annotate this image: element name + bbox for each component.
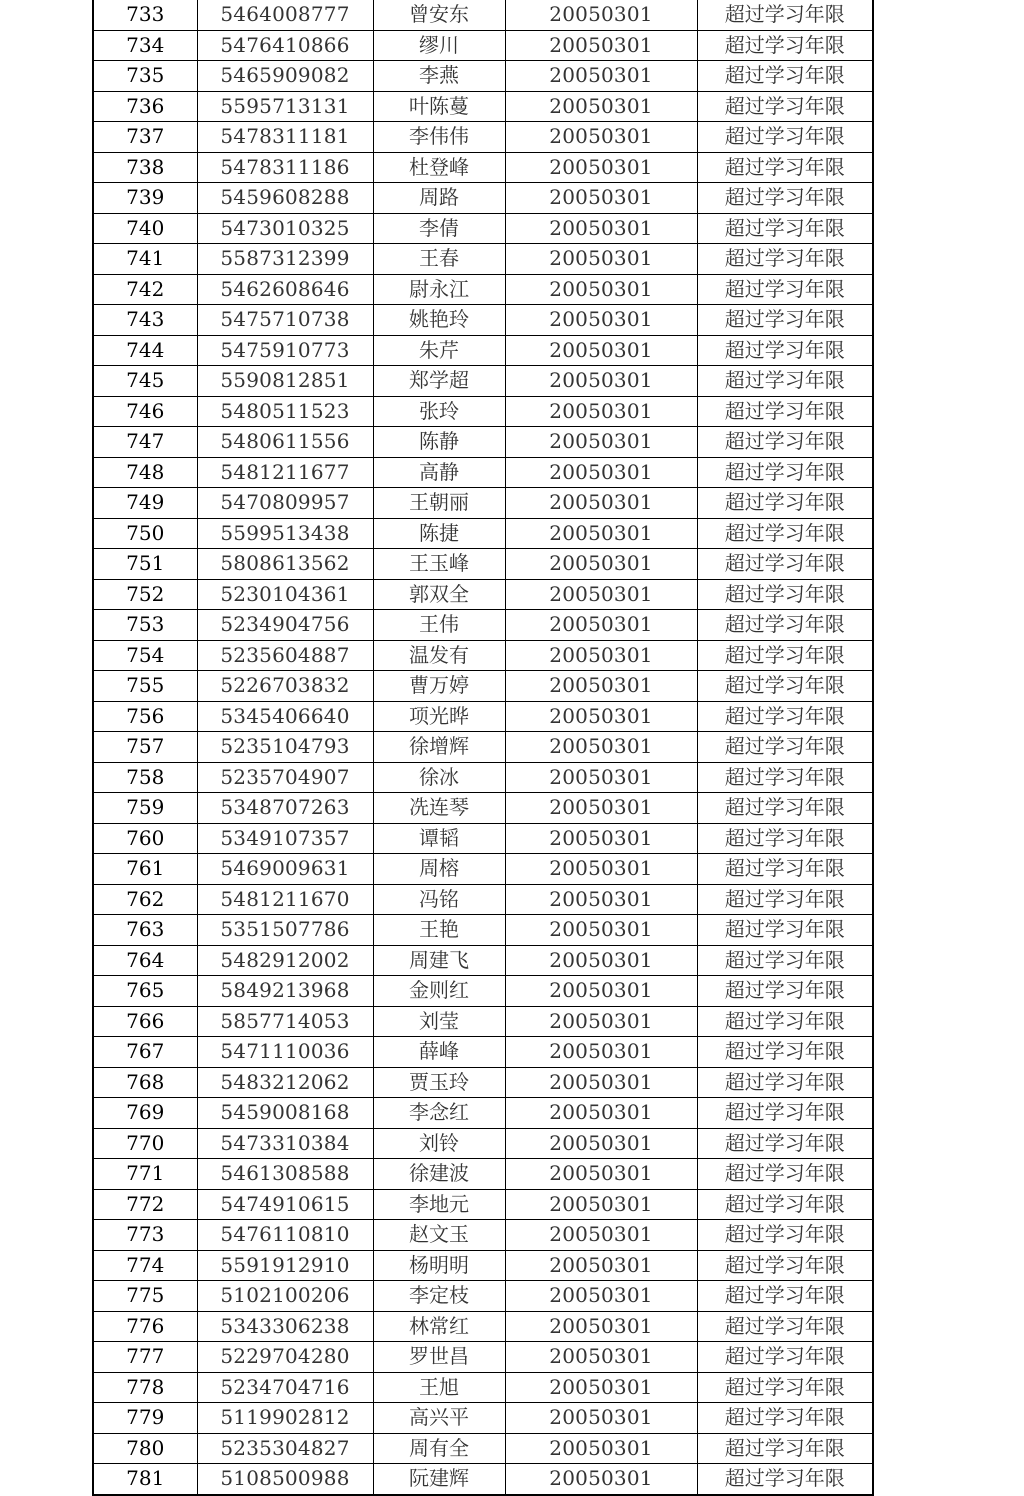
student-name-cell: 刘莹	[373, 1006, 505, 1037]
row-number-cell: 749	[93, 488, 197, 519]
student-id-cell: 5473310384	[197, 1128, 373, 1159]
reason-cell: 超过学习年限	[697, 701, 873, 732]
student-id-cell: 5471110036	[197, 1037, 373, 1068]
date-cell: 20050301	[505, 274, 697, 305]
row-number-cell: 741	[93, 244, 197, 275]
records-table-body	[93, 0, 873, 1495]
table-row	[93, 671, 873, 702]
row-number-cell: 760	[93, 823, 197, 854]
student-id-cell: 5343306238	[197, 1311, 373, 1342]
reason-cell: 超过学习年限	[697, 915, 873, 946]
reason-cell: 超过学习年限	[697, 427, 873, 458]
table-row	[93, 488, 873, 519]
student-id-cell: 5351507786	[197, 915, 373, 946]
reason-cell: 超过学习年限	[697, 579, 873, 610]
row-number-cell: 748	[93, 457, 197, 488]
student-id-cell: 5849213968	[197, 976, 373, 1007]
student-name-cell: 王艳	[373, 915, 505, 946]
date-cell: 20050301	[505, 610, 697, 641]
reason-cell: 超过学习年限	[697, 1403, 873, 1434]
table-row	[93, 1372, 873, 1403]
table-row	[93, 1006, 873, 1037]
reason-cell: 超过学习年限	[697, 1067, 873, 1098]
table-row	[93, 122, 873, 153]
reason-cell: 超过学习年限	[697, 213, 873, 244]
student-name-cell: 周有全	[373, 1433, 505, 1464]
row-number-cell: 759	[93, 793, 197, 824]
student-name-cell: 王玉峰	[373, 549, 505, 580]
student-name-cell: 赵文玉	[373, 1220, 505, 1251]
reason-cell: 超过学习年限	[697, 945, 873, 976]
table-row	[93, 945, 873, 976]
date-cell: 20050301	[505, 976, 697, 1007]
date-cell: 20050301	[505, 823, 697, 854]
student-name-cell: 陈捷	[373, 518, 505, 549]
date-cell: 20050301	[505, 549, 697, 580]
student-id-cell: 5119902812	[197, 1403, 373, 1434]
table-row	[93, 30, 873, 61]
date-cell: 20050301	[505, 122, 697, 153]
row-number-cell: 767	[93, 1037, 197, 1068]
row-number-cell: 779	[93, 1403, 197, 1434]
student-name-cell: 温发有	[373, 640, 505, 671]
date-cell: 20050301	[505, 793, 697, 824]
student-id-cell: 5481211670	[197, 884, 373, 915]
date-cell: 20050301	[505, 1464, 697, 1495]
student-name-cell: 王朝丽	[373, 488, 505, 519]
student-id-cell: 5480511523	[197, 396, 373, 427]
row-number-cell: 778	[93, 1372, 197, 1403]
student-name-cell: 陈静	[373, 427, 505, 458]
row-number-cell: 757	[93, 732, 197, 763]
row-number-cell: 765	[93, 976, 197, 1007]
date-cell: 20050301	[505, 1220, 697, 1251]
date-cell: 20050301	[505, 1128, 697, 1159]
row-number-cell: 756	[93, 701, 197, 732]
student-id-cell: 5235104793	[197, 732, 373, 763]
reason-cell: 超过学习年限	[697, 305, 873, 336]
table-row	[93, 1311, 873, 1342]
student-id-cell: 5234704716	[197, 1372, 373, 1403]
date-cell: 20050301	[505, 915, 697, 946]
student-id-cell: 5234904756	[197, 610, 373, 641]
reason-cell: 超过学习年限	[697, 457, 873, 488]
table-row	[93, 1159, 873, 1190]
row-number-cell: 755	[93, 671, 197, 702]
student-id-cell: 5591912910	[197, 1250, 373, 1281]
reason-cell: 超过学习年限	[697, 1098, 873, 1129]
student-name-cell: 李燕	[373, 61, 505, 92]
student-id-cell: 5480611556	[197, 427, 373, 458]
date-cell: 20050301	[505, 1342, 697, 1373]
student-name-cell: 冼连琴	[373, 793, 505, 824]
student-id-cell: 5349107357	[197, 823, 373, 854]
table-row	[93, 610, 873, 641]
student-id-cell: 5235704907	[197, 762, 373, 793]
table-row	[93, 61, 873, 92]
reason-cell: 超过学习年限	[697, 91, 873, 122]
student-name-cell: 杜登峰	[373, 152, 505, 183]
table-row	[93, 732, 873, 763]
student-name-cell: 尉永江	[373, 274, 505, 305]
date-cell: 20050301	[505, 61, 697, 92]
table-row	[93, 305, 873, 336]
table-row	[93, 976, 873, 1007]
date-cell: 20050301	[505, 762, 697, 793]
student-id-cell: 5587312399	[197, 244, 373, 275]
date-cell: 20050301	[505, 671, 697, 702]
row-number-cell: 780	[93, 1433, 197, 1464]
row-number-cell: 775	[93, 1281, 197, 1312]
student-name-cell: 李地元	[373, 1189, 505, 1220]
row-number-cell: 772	[93, 1189, 197, 1220]
reason-cell: 超过学习年限	[697, 1464, 873, 1495]
row-number-cell: 774	[93, 1250, 197, 1281]
reason-cell: 超过学习年限	[697, 152, 873, 183]
row-number-cell: 764	[93, 945, 197, 976]
date-cell: 20050301	[505, 732, 697, 763]
table-row	[93, 213, 873, 244]
student-id-cell: 5348707263	[197, 793, 373, 824]
date-cell: 20050301	[505, 1372, 697, 1403]
reason-cell: 超过学习年限	[697, 1311, 873, 1342]
row-number-cell: 766	[93, 1006, 197, 1037]
table-row	[93, 1464, 873, 1495]
student-name-cell: 李念红	[373, 1098, 505, 1129]
date-cell: 20050301	[505, 213, 697, 244]
student-id-cell: 5459008168	[197, 1098, 373, 1129]
row-number-cell: 750	[93, 518, 197, 549]
row-number-cell: 744	[93, 335, 197, 366]
student-id-cell: 5481211677	[197, 457, 373, 488]
reason-cell: 超过学习年限	[697, 1372, 873, 1403]
reason-cell: 超过学习年限	[697, 61, 873, 92]
table-row	[93, 823, 873, 854]
table-row	[93, 1189, 873, 1220]
student-id-cell: 5108500988	[197, 1464, 373, 1495]
student-id-cell: 5483212062	[197, 1067, 373, 1098]
student-name-cell: 曹万婷	[373, 671, 505, 702]
reason-cell: 超过学习年限	[697, 183, 873, 214]
student-id-cell: 5102100206	[197, 1281, 373, 1312]
date-cell: 20050301	[505, 244, 697, 275]
student-id-cell: 5595713131	[197, 91, 373, 122]
student-name-cell: 项光晔	[373, 701, 505, 732]
date-cell: 20050301	[505, 457, 697, 488]
date-cell: 20050301	[505, 366, 697, 397]
table-row	[93, 549, 873, 580]
student-name-cell: 刘铃	[373, 1128, 505, 1159]
date-cell: 20050301	[505, 1159, 697, 1190]
table-row	[93, 396, 873, 427]
row-number-cell: 742	[93, 274, 197, 305]
table-row	[93, 1067, 873, 1098]
reason-cell: 超过学习年限	[697, 1342, 873, 1373]
student-id-cell: 5465909082	[197, 61, 373, 92]
student-name-cell: 徐增辉	[373, 732, 505, 763]
row-number-cell: 737	[93, 122, 197, 153]
date-cell: 20050301	[505, 701, 697, 732]
student-name-cell: 朱芹	[373, 335, 505, 366]
row-number-cell: 781	[93, 1464, 197, 1495]
table-row	[93, 854, 873, 885]
reason-cell: 超过学习年限	[697, 762, 873, 793]
student-id-cell: 5475910773	[197, 335, 373, 366]
date-cell: 20050301	[505, 640, 697, 671]
row-number-cell: 771	[93, 1159, 197, 1190]
student-id-cell: 5469009631	[197, 854, 373, 885]
table-row	[93, 244, 873, 275]
row-number-cell: 746	[93, 396, 197, 427]
student-id-cell: 5235304827	[197, 1433, 373, 1464]
student-name-cell: 李伟伟	[373, 122, 505, 153]
table-row	[93, 274, 873, 305]
student-id-cell: 5470809957	[197, 488, 373, 519]
row-number-cell: 733	[93, 0, 197, 30]
student-name-cell: 林常红	[373, 1311, 505, 1342]
student-id-cell: 5599513438	[197, 518, 373, 549]
row-number-cell: 739	[93, 183, 197, 214]
table-row	[93, 335, 873, 366]
row-number-cell: 761	[93, 854, 197, 885]
student-name-cell: 杨明明	[373, 1250, 505, 1281]
student-name-cell: 高兴平	[373, 1403, 505, 1434]
date-cell: 20050301	[505, 183, 697, 214]
student-name-cell: 郭双全	[373, 579, 505, 610]
reason-cell: 超过学习年限	[697, 0, 873, 30]
reason-cell: 超过学习年限	[697, 610, 873, 641]
date-cell: 20050301	[505, 1311, 697, 1342]
table-row	[93, 1098, 873, 1129]
student-id-cell: 5476110810	[197, 1220, 373, 1251]
student-name-cell: 徐建波	[373, 1159, 505, 1190]
student-id-cell: 5482912002	[197, 945, 373, 976]
student-name-cell: 高静	[373, 457, 505, 488]
reason-cell: 超过学习年限	[697, 1220, 873, 1251]
table-row	[93, 366, 873, 397]
reason-cell: 超过学习年限	[697, 366, 873, 397]
student-name-cell: 薛峰	[373, 1037, 505, 1068]
reason-cell: 超过学习年限	[697, 854, 873, 885]
student-id-cell: 5475710738	[197, 305, 373, 336]
row-number-cell: 747	[93, 427, 197, 458]
student-name-cell: 缪川	[373, 30, 505, 61]
row-number-cell: 753	[93, 610, 197, 641]
row-number-cell: 738	[93, 152, 197, 183]
student-name-cell: 王旭	[373, 1372, 505, 1403]
student-id-cell: 5459608288	[197, 183, 373, 214]
student-name-cell: 王春	[373, 244, 505, 275]
date-cell: 20050301	[505, 305, 697, 336]
date-cell: 20050301	[505, 396, 697, 427]
table-row	[93, 701, 873, 732]
student-id-cell: 5462608646	[197, 274, 373, 305]
reason-cell: 超过学习年限	[697, 1159, 873, 1190]
row-number-cell: 773	[93, 1220, 197, 1251]
date-cell: 20050301	[505, 945, 697, 976]
reason-cell: 超过学习年限	[697, 335, 873, 366]
table-row	[93, 457, 873, 488]
student-name-cell: 周榕	[373, 854, 505, 885]
student-id-cell: 5474910615	[197, 1189, 373, 1220]
row-number-cell: 768	[93, 1067, 197, 1098]
student-id-cell: 5808613562	[197, 549, 373, 580]
reason-cell: 超过学习年限	[697, 122, 873, 153]
date-cell: 20050301	[505, 1006, 697, 1037]
student-name-cell: 周建飞	[373, 945, 505, 976]
table-row	[93, 793, 873, 824]
student-id-cell: 5235604887	[197, 640, 373, 671]
table-row	[93, 1220, 873, 1251]
student-name-cell: 冯铭	[373, 884, 505, 915]
date-cell: 20050301	[505, 152, 697, 183]
row-number-cell: 770	[93, 1128, 197, 1159]
row-number-cell: 752	[93, 579, 197, 610]
row-number-cell: 734	[93, 30, 197, 61]
date-cell: 20050301	[505, 854, 697, 885]
date-cell: 20050301	[505, 1098, 697, 1129]
date-cell: 20050301	[505, 91, 697, 122]
date-cell: 20050301	[505, 1250, 697, 1281]
student-name-cell: 王伟	[373, 610, 505, 641]
reason-cell: 超过学习年限	[697, 884, 873, 915]
reason-cell: 超过学习年限	[697, 518, 873, 549]
table-row	[93, 183, 873, 214]
date-cell: 20050301	[505, 0, 697, 30]
student-id-cell: 5590812851	[197, 366, 373, 397]
student-id-cell: 5478311181	[197, 122, 373, 153]
row-number-cell: 762	[93, 884, 197, 915]
date-cell: 20050301	[505, 1403, 697, 1434]
reason-cell: 超过学习年限	[697, 1250, 873, 1281]
reason-cell: 超过学习年限	[697, 640, 873, 671]
student-name-cell: 李倩	[373, 213, 505, 244]
row-number-cell: 745	[93, 366, 197, 397]
student-id-cell: 5226703832	[197, 671, 373, 702]
date-cell: 20050301	[505, 30, 697, 61]
records-table	[92, 0, 874, 1496]
student-id-cell: 5229704280	[197, 1342, 373, 1373]
reason-cell: 超过学习年限	[697, 1281, 873, 1312]
student-id-cell: 5473010325	[197, 213, 373, 244]
table-row	[93, 762, 873, 793]
reason-cell: 超过学习年限	[697, 396, 873, 427]
table-row	[93, 152, 873, 183]
table-row	[93, 640, 873, 671]
reason-cell: 超过学习年限	[697, 823, 873, 854]
reason-cell: 超过学习年限	[697, 671, 873, 702]
table-row	[93, 1037, 873, 1068]
table-row	[93, 884, 873, 915]
table-row	[93, 1433, 873, 1464]
student-id-cell: 5857714053	[197, 1006, 373, 1037]
reason-cell: 超过学习年限	[697, 1128, 873, 1159]
reason-cell: 超过学习年限	[697, 244, 873, 275]
student-id-cell: 5476410866	[197, 30, 373, 61]
date-cell: 20050301	[505, 1067, 697, 1098]
reason-cell: 超过学习年限	[697, 732, 873, 763]
row-number-cell: 769	[93, 1098, 197, 1129]
date-cell: 20050301	[505, 579, 697, 610]
student-id-cell: 5345406640	[197, 701, 373, 732]
row-number-cell: 754	[93, 640, 197, 671]
student-id-cell: 5478311186	[197, 152, 373, 183]
row-number-cell: 758	[93, 762, 197, 793]
student-name-cell: 郑学超	[373, 366, 505, 397]
student-name-cell: 谭韬	[373, 823, 505, 854]
date-cell: 20050301	[505, 427, 697, 458]
table-row	[93, 1250, 873, 1281]
student-name-cell: 张玲	[373, 396, 505, 427]
row-number-cell: 776	[93, 1311, 197, 1342]
student-name-cell: 金则红	[373, 976, 505, 1007]
student-name-cell: 罗世昌	[373, 1342, 505, 1373]
student-name-cell: 贾玉玲	[373, 1067, 505, 1098]
student-id-cell: 5461308588	[197, 1159, 373, 1190]
student-name-cell: 李定枝	[373, 1281, 505, 1312]
table-row	[93, 1342, 873, 1373]
reason-cell: 超过学习年限	[697, 1006, 873, 1037]
date-cell: 20050301	[505, 1281, 697, 1312]
student-name-cell: 周路	[373, 183, 505, 214]
reason-cell: 超过学习年限	[697, 1189, 873, 1220]
row-number-cell: 740	[93, 213, 197, 244]
date-cell: 20050301	[505, 488, 697, 519]
reason-cell: 超过学习年限	[697, 1037, 873, 1068]
reason-cell: 超过学习年限	[697, 30, 873, 61]
reason-cell: 超过学习年限	[697, 976, 873, 1007]
table-row	[93, 579, 873, 610]
row-number-cell: 751	[93, 549, 197, 580]
date-cell: 20050301	[505, 335, 697, 366]
student-id-cell: 5230104361	[197, 579, 373, 610]
reason-cell: 超过学习年限	[697, 793, 873, 824]
row-number-cell: 777	[93, 1342, 197, 1373]
row-number-cell: 736	[93, 91, 197, 122]
reason-cell: 超过学习年限	[697, 274, 873, 305]
student-id-cell: 5464008777	[197, 0, 373, 30]
table-row	[93, 1281, 873, 1312]
table-row	[93, 0, 873, 30]
date-cell: 20050301	[505, 1037, 697, 1068]
reason-cell: 超过学习年限	[697, 1433, 873, 1464]
table-row	[93, 915, 873, 946]
student-name-cell: 叶陈蔓	[373, 91, 505, 122]
row-number-cell: 735	[93, 61, 197, 92]
reason-cell: 超过学习年限	[697, 488, 873, 519]
row-number-cell: 743	[93, 305, 197, 336]
table-row	[93, 1403, 873, 1434]
student-name-cell: 曾安东	[373, 0, 505, 30]
student-name-cell: 姚艳玲	[373, 305, 505, 336]
row-number-cell: 763	[93, 915, 197, 946]
date-cell: 20050301	[505, 1433, 697, 1464]
student-name-cell: 阮建辉	[373, 1464, 505, 1495]
student-name-cell: 徐冰	[373, 762, 505, 793]
date-cell: 20050301	[505, 1189, 697, 1220]
table-row	[93, 518, 873, 549]
reason-cell: 超过学习年限	[697, 549, 873, 580]
date-cell: 20050301	[505, 884, 697, 915]
date-cell: 20050301	[505, 518, 697, 549]
table-row	[93, 427, 873, 458]
table-row	[93, 1128, 873, 1159]
table-row	[93, 91, 873, 122]
